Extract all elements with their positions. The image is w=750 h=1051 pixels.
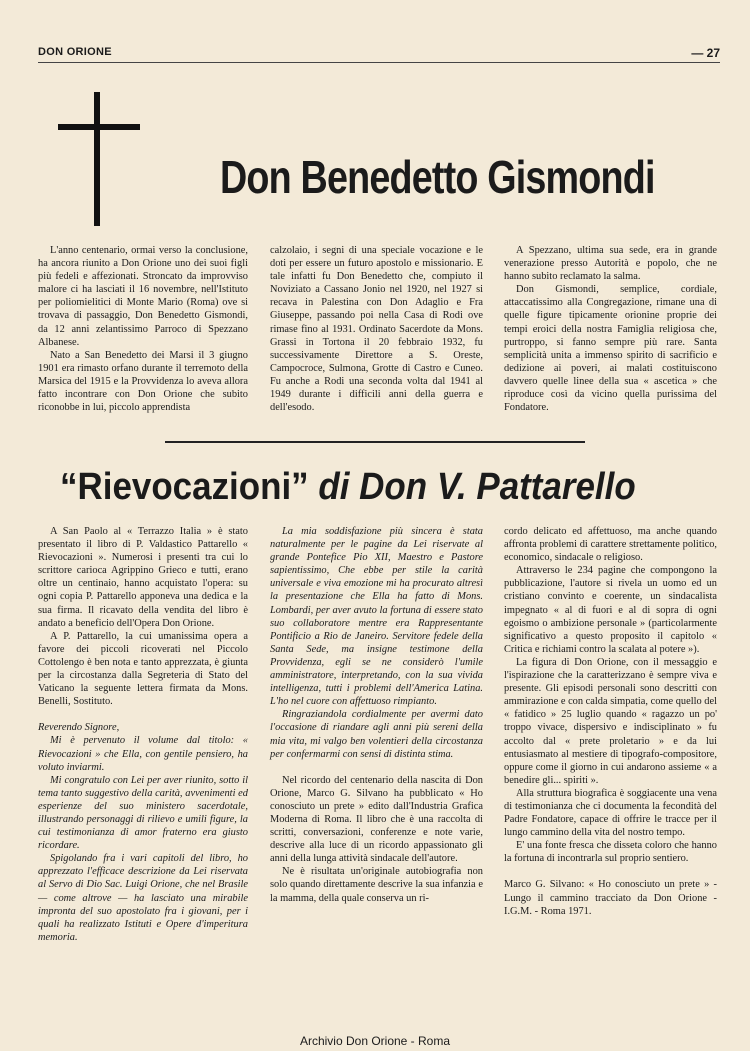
- letter-paragraph: Mi congratulo con Lei per aver riunito, sotto il tema tanto suggestivo della carità, avvenimenti ed esperienze del suo ministero sacerdotale, illustrando personaggi di rilievo e umili figure, la cui testimonianza di amor fraterno era giusto ricordare.: [38, 774, 248, 852]
- paragraph: Nel ricordo del centenario della nascita di Don Orione, Marco G. Silvano ha pubblicato « Ho conosciuto un prete » edito dall'Industria Grafica Moderna di Roma. Il libro che è una raccolta di scritti, conversazioni, conferenze e note varie, descrive alla luce di un ricordo appassionato gli anni della lunga attività sindacale dell'autore.: [270, 774, 483, 865]
- obituary-column-3: [504, 244, 717, 414]
- letter-paragraph: La mia soddisfazione più sincera è stata naturalmente per le pagine da Lei riservate al grande Pontefice Pio XII, Maestro e Pastore sapientissimo, Che ebbe per stile la carità universale e viva emozione mi ha procurato altresì la presentazione che Ella ha fatto di Mons. Lombardi, per aver avuto la fortuna di essere stato suo collaboratore mentre era Rappresentante Pontificio a Rio de Janeiro. Servitore fedele della Santa Sede, ma insigne testimone della Provvidenza, egli se ne considerò l'umile amministratore, interpretando, con la sua vivida intelligenza, tutti i problemi dell'America Latina. L'ho nel cuore con affettuoso rimpianto.: [270, 526, 483, 708]
- letter-paragraph: Spigolando fra i vari capitoli del libro, ho apprezzato l'efficace descrizione da Lei riservata al Servo di Dio Sac. Luigi Orione, che nel Brasile — come altrove — ha lasciato una mirabile impronta del suo apostolato fra i giovani, per i quali ha realizzato Istituti e Opere d'imperitura memoria.: [38, 853, 248, 943]
- paragraph: L'anno centenario, ormai verso la conclusione, ha ancora riunito a Don Orione uno dei suoi figli più fedeli e affezionati. Stroncato da improvviso malore ci ha lasciati il 16 novembre, nell'Istituto per poliomielitici di Monte Mario (Roma) ove si trovava di passaggio, Don Benedetto Gismondi, da 12 anni zelantissimo Parroco di Spezzano Albanese.: [38, 245, 248, 348]
- obituary-title: Don Benedetto Gismondi: [220, 151, 655, 203]
- paragraph: A Spezzano, ultima sua sede, era in grande venerazione presso Autorità e popolo, che ne hanno subito reclamato la salma.: [504, 245, 717, 283]
- letter-paragraph: Ringraziandola cordialmente per avermi dato l'occasione di riandare agli anni più sereni della mia vita, mi valgo ben volentieri della circostanza per confermarmi con sensi di distinta stima.: [270, 709, 483, 760]
- page-number: — 27: [691, 46, 720, 60]
- paragraph: A San Paolo al « Terrazzo Italia » è stato presentato il libro di P. Valdastico Pattarello « Rievocazioni ». Numerosi i presenti tra cui lo scrittore carioca Agrippino Grieco e tutti, erano oltre un centinaio, hanno acquistato l'opera: su ogni copia P. Pattarello apponeva una dedica e la sua firma. Il ricavato della vendita del libro è andato a beneficio dell'Opera Don Orione.: [38, 526, 248, 629]
- paragraph: cordo delicato ed affettuoso, ma anche quando affronta problemi di carattere strettamente politico, economico, sindacale o religioso.: [504, 526, 717, 564]
- review-title-quoted: “Rievocazioni”: [60, 466, 309, 508]
- magazine-name: DON ORIONE: [38, 46, 112, 58]
- cross-icon-vertical: [94, 92, 100, 226]
- archive-footer: Archivio Don Orione - Roma: [299, 1034, 451, 1048]
- paragraph: E' una fonte fresca che disseta coloro che hanno la fortuna di incontrarla sul proprio sentiero.: [504, 840, 717, 865]
- letter-salutation: Reverendo Signore,: [38, 722, 120, 734]
- paragraph: A P. Pattarello, la cui umanissima opera a favore dei piccoli ricoverati nel Piccolo Cottolengo è ben nota e tanto apprezzata, è giunta per la circostanza dalla Segreteria di Stato del Vaticano la seguente lettera firmata da Mons. Benelli, Sostituto.: [38, 630, 248, 708]
- cross-icon-horizontal: [58, 124, 140, 130]
- paragraph: calzolaio, i segni di una speciale vocazione e le doti per essere un futuro apostolo e missionario. E tale infatti fu Don Benedetto che, compiuto il Noviziato a Cassano Jonio nel 1920, nel 1927 si recava in Palestina con Don Adaglio e Fra Giuseppe, passando poi nella Casa di Rodi ove rimase fino al 1931. Ordinato Sacerdote da Mons. Grassi in Tortona il 20 febbraio 1932, fu successivamente Direttore a S. Oreste, Campocroce, Sulmona, Grotte di Castro e Cuneo. Fu anche a Rodi una seconda volta dal 1941 al 1949 durante i difficili anni della guerra e dell'esodo.: [270, 245, 483, 414]
- letter-paragraph: Mi è pervenuto il volume dal titolo: « Rievocazioni » che Ella, con gentile pensiero, ha voluto inviarmi.: [38, 735, 248, 773]
- paragraph: Alla struttura biografica è soggiacente una vena di testimonianza che ci documenta la fecondità del Padre Fondatore, capace di offrire le tracce per il lungo cammino della vita del nostro tempo.: [504, 787, 717, 839]
- section-divider: [165, 441, 585, 443]
- paragraph: Don Gismondi, semplice, cordiale, attaccatissimo alla Congregazione, rimane una di quelle figure tipicamente orionine proprie dei tempi eroici della nostra Famiglia religiosa che, purtroppo, si fanno sempre più rare. Santa semplicità unita a immenso spirito di sacrificio e dedizione ai poveri, ai malati costituiscono davvero quelle linee della sua « ascetica » che riproduce così da vicino quella purissima del Fondatore.: [504, 284, 717, 414]
- review-title-author: di Don V. Pattarello: [318, 466, 636, 508]
- review-title: [60, 466, 686, 509]
- paragraph: Ne è risultata un'originale autobiografia non solo quando direttamente descrive la sua infanzia e la mamma, della quale conserva un ri-: [270, 866, 483, 904]
- review-column-3: [504, 525, 717, 918]
- header-rule: [38, 62, 720, 63]
- review-column-2: [270, 525, 483, 905]
- book-reference: Marco G. Silvano: « Ho conosciuto un prete » - Lungo il cammino tracciato da Don Orione - I.G.M. - Roma 1971.: [504, 879, 717, 917]
- paragraph: Nato a San Benedetto dei Marsi il 3 giugno 1901 era rimasto orfano durante il terremoto della Marsica del 1915 e la Provvidenza lo aveva allora fatto incontrare con Don Orione che subito riconobbe in lui, piccolo apprendista: [38, 349, 248, 414]
- obituary-column-2: [270, 244, 483, 414]
- paragraph: Attraverso le 234 pagine che compongono la pubblicazione, l'autore si rivela un uomo ed un cristiano convinto e coerente, un sindacalista impegnato « al di fuori e al di sopra di ogni egoismo o ambizione personale » (particolarmente significativo a questo proposito il capitolo « Critica e richiami contro la scalata al potere »).: [504, 565, 717, 655]
- review-column-1: [38, 525, 248, 944]
- obituary-column-1: [38, 244, 248, 414]
- paragraph: La figura di Don Orione, con il messaggio e l'ispirazione che la caratterizzano è sempre viva e presente. Gli episodi personali sono descritti con ammirazione e con calda simpatia, come quello del « fatidico » 25 luglio quando « ragazzo un po' troppo vivace, dispersivo e indisciplinato » fu accolto dal « prete proletario » e da lui entusiasmato al mestiere di tipografo-compositore, oppure come il giorno in cui andarono assieme « a benedire gli... spiriti ».: [504, 656, 717, 786]
